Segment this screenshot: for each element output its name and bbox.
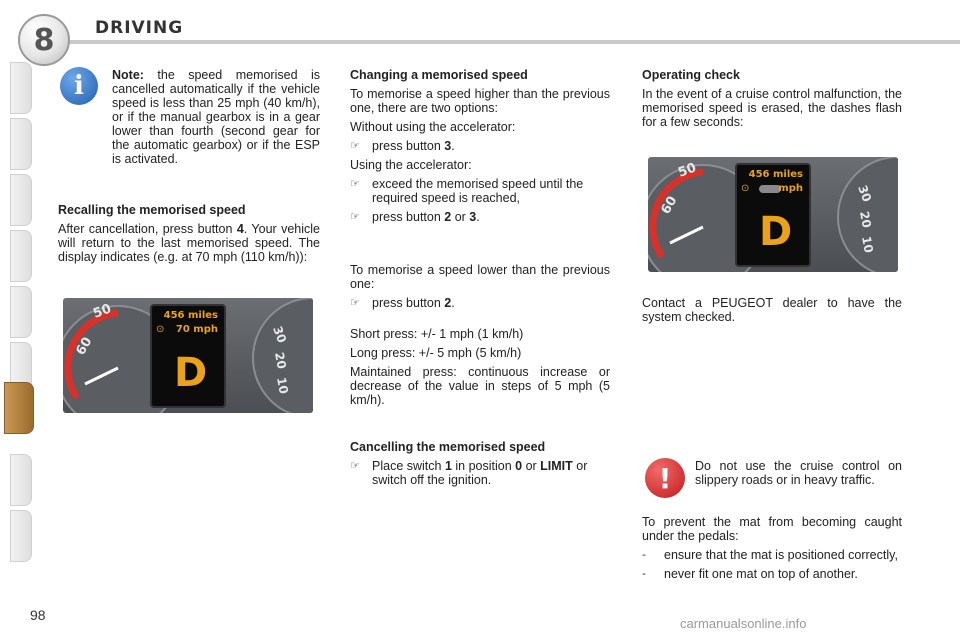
chapter-number-badge: 8 [18,14,70,66]
display-speed: 70 mph [175,324,218,335]
pointer-icon: ☞ [350,459,360,472]
mat-section [642,515,902,586]
lower-speed-section [350,263,610,315]
without-accelerator: Without using the accelerator: [350,120,516,134]
chapter-tab[interactable] [10,230,32,282]
svg-text:20: 20 [857,210,874,229]
chapter-tab[interactable] [10,118,32,170]
svg-text:20: 20 [272,351,289,370]
contact-dealer [642,296,902,329]
svg-text:60: 60 [73,334,96,358]
page-number: 98 [30,607,46,623]
instrument-display [735,163,811,267]
recall-section [58,203,320,269]
maintained-press: Maintained press: continuous increase or decrease of the value in steps of 5 mph (5 km/h). [350,365,610,407]
dashboard-image-recall [63,298,313,413]
chapter-tab[interactable] [10,174,32,226]
pointer-icon: ☞ [350,296,360,309]
display-speed-unit: mph [778,183,803,194]
svg-text:10: 10 [859,235,876,254]
chapter-header [0,0,960,58]
list-item: ☞ exceed the memorised speed until the required speed is reached, [350,177,584,205]
cancel-section [350,440,610,492]
info-icon: i [60,67,98,105]
note-text: the speed memorised is cancelled automatically if the vehicle speed is less than 25 mph (40 km/h), or if the manual gearbox is in a gear lower than fourth (second gear for the automatic gearbox) or if the ESP is activated. [112,68,320,166]
list-item: ☞ press button 3. [350,139,455,153]
watermark: carmanualsonline.info [680,616,807,631]
header-rule [40,40,960,44]
svg-text:50: 50 [91,301,114,322]
list-item: ☞ press button 2. [350,296,455,310]
svg-text:30: 30 [855,183,875,204]
svg-text:10: 10 [274,376,291,395]
chapter-title: DRIVING [95,18,184,38]
svg-text:50: 50 [676,160,699,181]
recall-text: After cancellation, press button [58,222,237,236]
display-gear: D [759,209,793,255]
svg-text:60: 60 [658,193,681,217]
warning-icon: ! [645,458,685,498]
press-section [350,327,610,412]
pointer-icon: ☞ [350,210,360,223]
chapter-tab[interactable] [10,510,32,562]
short-press: Short press: +/- 1 mph (1 km/h) [350,327,524,341]
cancel-title: Cancelling the memorised speed [350,440,546,454]
check-text: In the event of a cruise control malfunction, the memorised speed is erased, the dashes flash for a few seconds: [642,87,902,129]
cruise-control-icon: ⊙ [741,183,750,194]
display-gear: D [174,350,208,396]
instrument-display [150,304,226,408]
chapter-tab[interactable] [10,454,32,506]
note-label: Note: [112,68,144,82]
list-item: - ensure that the mat is positioned correctly, [642,548,898,562]
change-intro: To memorise a speed higher than the previous one, there are two options: [350,87,610,115]
check-title: Operating check [642,68,740,82]
chapter-tab-active[interactable] [4,382,34,434]
recall-text-cont: . Your vehicle will return to the last memorised speed. The display indicates (e.g. at 70 mph (110 km/h)): [58,222,320,264]
display-odometer: 456 miles [163,310,218,321]
dashboard-image-check [648,157,898,272]
dash-marker: - [642,548,646,561]
recall-title: Recalling the memorised speed [58,203,246,217]
using-accelerator: Using the accelerator: [350,158,472,172]
list-item: ☞ press button 2 or 3. [350,210,480,224]
pointer-icon: ☞ [350,139,360,152]
list-item: ☞ Place switch 1 in position 0 or LIMIT or switch off the ignition. [350,459,588,487]
pointer-icon: ☞ [350,177,360,190]
chapter-tabs [0,62,34,577]
chapter-tab[interactable] [10,286,32,338]
lower-intro: To memorise a speed lower than the previous one: [350,263,610,291]
warning-block [695,459,902,492]
list-item: - never fit one mat on top of another. [642,567,858,581]
operating-check-section [642,68,902,134]
mat-intro: To prevent the mat from becoming caught under the pedals: [642,515,902,543]
display-odometer: 456 miles [748,169,803,180]
warning-text: Do not use the cruise control on slippery roads or in heavy traffic. [695,459,902,487]
note-block-top [112,68,320,171]
svg-text:30: 30 [270,324,290,345]
chapter-tab[interactable] [10,62,32,114]
contact-text: Contact a PEUGEOT dealer to have the system checked. [642,296,902,324]
long-press: Long press: +/- 5 mph (5 km/h) [350,346,522,360]
change-speed-section [350,68,610,229]
change-title: Changing a memorised speed [350,68,528,82]
dash-marker: - [642,567,646,580]
button-ref: 4 [236,222,244,236]
cruise-control-icon: ⊙ [156,324,165,335]
